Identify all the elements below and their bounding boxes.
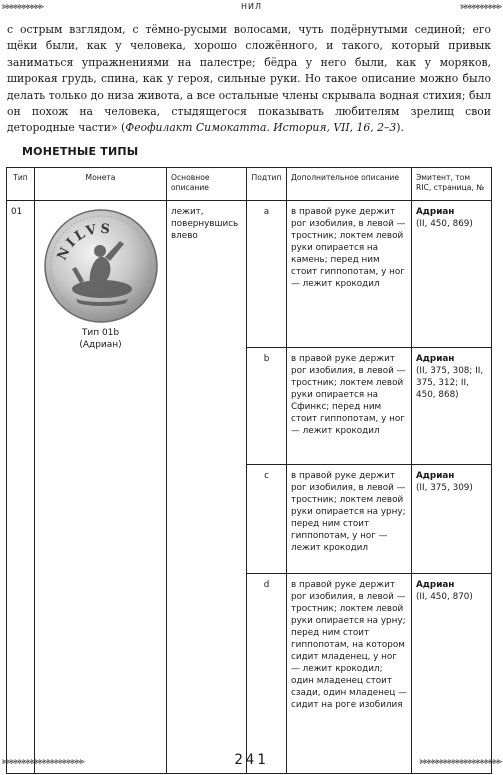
coin-cell <box>35 201 167 774</box>
subtype-d: d <box>247 574 287 774</box>
issuer-refs: (II, 375, 309) <box>416 483 473 493</box>
issuer-name: Адриан <box>416 207 455 217</box>
issuer-b <box>412 348 492 465</box>
table-header-row <box>7 168 492 201</box>
description-a: в правой руке держит рог изобилия, в левой — тростник; локтем левой руки опирается на камень; перед ним стоит гиппопотам, у ног — лежит крокодил <box>287 201 412 348</box>
header-ornament-left: ⪢⪢⪢⪢⪢⪢⪢⪢⪢⪢ <box>2 2 43 12</box>
coin-image <box>42 207 160 325</box>
coin-caption-type: Тип 01b <box>81 328 120 338</box>
body-paragraph <box>7 22 491 137</box>
issuer-refs: (II, 450, 870) <box>416 592 473 602</box>
description-d: в правой руке держит рог изобилия, в левой — тростник; локтем левой руки опирается на урну; перед ним стоит гиппопотам, на котором сидит младенец, у ног — лежит крокодил; один младенец стоит сзади, один младенец — сидит на роге изобилия <box>287 574 412 774</box>
header-ornament-right: ⪢⪢⪢⪢⪢⪢⪢⪢⪢⪢ <box>460 2 501 12</box>
table-row <box>7 201 492 348</box>
issuer-name: Адриан <box>416 354 455 364</box>
footer-ornament-right: ⪢⪢⪢⪢⪢⪢⪢⪢⪢⪢ ⪢⪢⪢⪢⪢⪢⪢⪢⪢⪢ <box>419 757 501 767</box>
header-type: Тип <box>7 168 35 201</box>
section-title: МОНЕТНЫЕ ТИПЫ <box>22 145 139 158</box>
header-extra-description: Дополнительное описание <box>287 168 412 201</box>
subtype-b: b <box>247 348 287 465</box>
citation: Феофилакт Симокатта. История, VII, 16, 2–3 <box>125 121 397 135</box>
description-c: в правой руке держит рог изобилия, в левой — тростник; локтем левой руки опирается на урну; перед ним стоит гиппопотам, у ног — лежит крокодил <box>287 465 412 574</box>
coin-legend: NILVS <box>54 221 114 263</box>
subtype-a: a <box>247 201 287 348</box>
issuer-a <box>412 201 492 348</box>
main-description: лежит, повернувшись влево <box>167 201 247 774</box>
coin-caption-issuer: (Адриан) <box>79 340 122 350</box>
paragraph-text: с острым взглядом, с тёмно-русыми волосами, чуть подёрнутыми сединой; его щёки были, как у человека, хорошо сложённого, и такого, который привык заниматься упражнениями на палестре; бёдра у него были, как у моряков, широкая грудь, спина, как у героя, сильные руки. Но такое описание можно было делать только до низа живота, а все остальные члены скрывала водная стихия; был он похож на человека, стыдящегося показывать любителям зрелищ свои детородные части» ( <box>7 23 491 135</box>
header-coin: Монета <box>35 168 167 201</box>
issuer-refs: (II, 375, 308; II, 375, 312; II, 450, 868) <box>416 366 484 400</box>
running-title: НИЛ <box>240 2 262 11</box>
issuer-c <box>412 465 492 574</box>
coin-types-table <box>6 167 492 774</box>
page-number: 241 <box>234 752 269 768</box>
issuer-name: Адриан <box>416 471 455 481</box>
footer-ornament-left: ⪢⪢⪢⪢⪢⪢⪢⪢⪢⪢ ⪢⪢⪢⪢⪢⪢⪢⪢⪢⪢ <box>2 757 84 767</box>
issuer-name: Адриан <box>416 580 455 590</box>
header-main-description: Основное описание <box>167 168 247 201</box>
header-issuer: Эмитент, том RIC, страница, № <box>412 168 492 201</box>
header-subtype: Подтип <box>247 168 287 201</box>
subtype-c: c <box>247 465 287 574</box>
issuer-refs: (II, 450, 869) <box>416 219 473 229</box>
paragraph-end: ). <box>396 121 404 135</box>
issuer-d <box>412 574 492 774</box>
description-b: в правой руке держит рог изобилия, в левой — тростник; локтем левой руки опирается на Сфинкс; перед ним стоит гиппопотам, у ног — лежит крокодил <box>287 348 412 465</box>
type-number: 01 <box>7 201 35 774</box>
